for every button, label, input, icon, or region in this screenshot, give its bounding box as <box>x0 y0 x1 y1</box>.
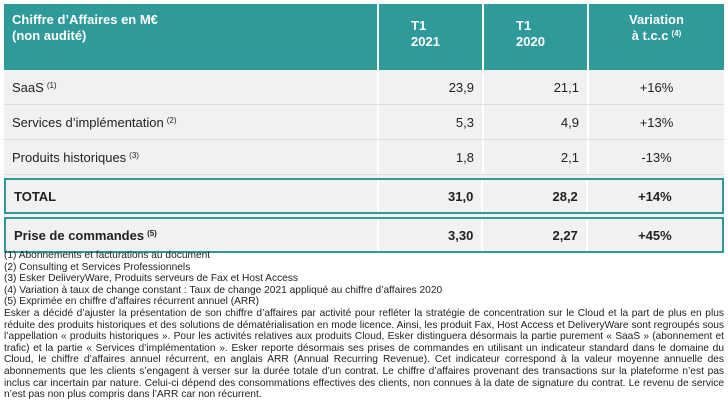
footnotes <box>4 250 724 401</box>
row-value-2020: 21,1 <box>484 70 589 104</box>
table-header <box>4 4 724 70</box>
row-value-2021: 1,8 <box>379 140 484 174</box>
table-row: Produits historiques $^{(3)}$ 1,8 2,1 -13% <box>4 140 724 175</box>
table-row: Services d’implémentation $^{(2)}$ 5,3 4,9 +13% <box>4 105 724 140</box>
header-subtitle: (non audité) <box>12 28 87 43</box>
total-label: TOTAL <box>6 180 379 212</box>
header-title: Chiffre d’Affaires en M€ <box>12 12 158 27</box>
header-t1-2021: T1 2021 <box>379 4 484 70</box>
row-label: Services d’implémentation <box>12 114 164 130</box>
header-variation: Variation à t.c.c $^{(4)}$ <box>629 12 684 43</box>
total-value-2021: 31,0 <box>379 180 483 212</box>
row-variation: +13% <box>639 114 674 130</box>
row-variation: +16% <box>639 79 674 95</box>
footnote: (3) Esker DeliveryWare, Produits serveurs de Fax et Host Access <box>4 273 299 285</box>
footnote: (5) Exprimée en chiffre d’affaires récurrent annuel (ARR) <box>4 296 259 308</box>
row-variation: -13% <box>641 149 672 165</box>
row-value-2020: 2,1 <box>484 140 589 174</box>
row-value-2021: 23,9 <box>379 70 484 104</box>
footnote: (4) Variation à taux de change constant : Taux de change 2021 appliqué au chiffre d’affaires 2020 <box>4 284 443 296</box>
footnote: (2) Consulting et Services Professionnels <box>4 261 191 273</box>
revenue-table <box>4 4 724 253</box>
total-row <box>4 178 724 214</box>
row-label: Produits historiques <box>12 149 127 165</box>
table-row: SaaS $^{(1)}$ 23,9 21,1 +16% <box>4 70 724 105</box>
row-value-2021: 5,3 <box>379 105 484 139</box>
total-value-2020: 28,2 <box>483 180 587 212</box>
row-value-2020: 4,9 <box>484 105 589 139</box>
orders-label: Prise de commandes <box>14 227 145 243</box>
explanatory-paragraph: Esker a décidé d’ajuster la présentation de son chiffre d’affaires par activité pour refléter la stratégie de concentration sur le Cloud et la part de plus en plus réduite des produits historiques et des solutions de dématérialisation en mode licence. Ainsi, les produit Fax, Host Access et DeliveryWare sont regroupés sous l’appellation « produits historiques ». Pour les activités relatives aux produits Cloud, Esker distinguera désormais la partie purement « SaaS » (abonnement et trafic) et la partie « Services d’implémentation ». Esker reporte désormais ses prises de commandes en utilisant un indicateur standard dans le domaine du Cloud, le chiffre d’affaires annuel récurrent, en anglais ARR (Annual Recurring Revenue). Cet indicateur correspond à la valeur moyenne annuelle des abonnements que les clients s’engagent à verser sur la durée totale d’un contrat. Le chiffre d’affaires provenant des transactions sur la plateforme n’est pas inclus car incertain par nature. Celui-ci dépend des consommations effectives des clients, non connues à la date de signature du contrat. Le revenu de service n’est pas non plus compris dans l’ARR car non récurrent. <box>4 307 724 401</box>
orders-value-2020: 2,27 <box>483 219 587 251</box>
row-label: SaaS <box>12 79 44 95</box>
header-label-cell <box>4 4 379 70</box>
header-t1-2020: T1 2020 <box>484 4 589 70</box>
table-body <box>4 70 724 253</box>
total-variation: +14% <box>638 188 672 204</box>
orders-value-2021: 3,30 <box>379 219 483 251</box>
footnote: (1) Abonnements et facturations au document <box>4 250 211 261</box>
orders-variation: +45% <box>638 227 672 243</box>
orders-row: Prise de commandes $^{(5)}$ 3,30 2,27 +45% <box>4 217 724 253</box>
